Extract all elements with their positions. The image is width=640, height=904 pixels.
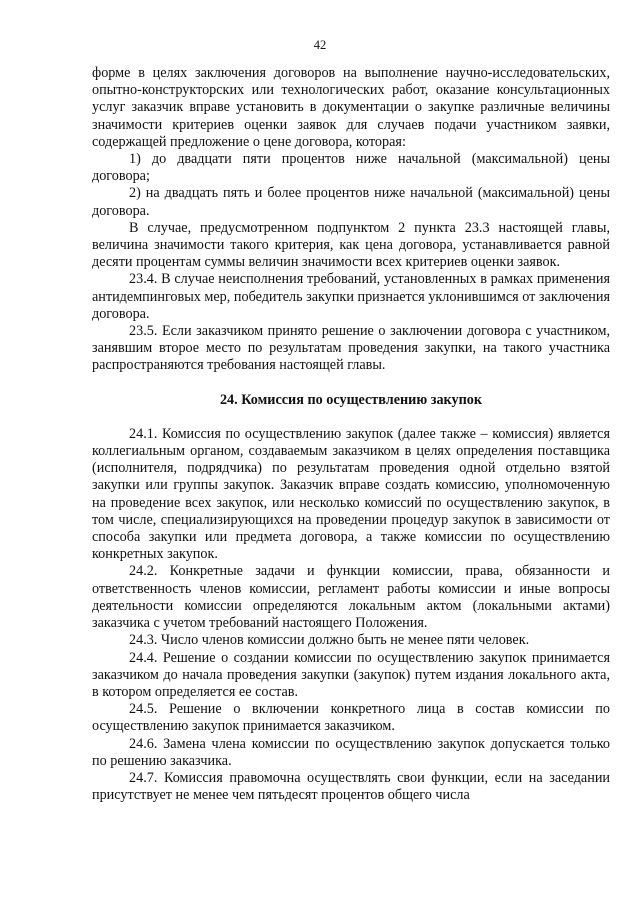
paragraph-continuation: форме в целях заключения договоров на выполнение научно-исследовательских, опытно-конструкторских или технологических работ, оказание консультационных услуг заказчик вправе установить в документации о закупке различные величины значимости критериев оценки заявок для случаев подачи участником заявки, содержащей предложение о цене договора, которая: xyxy=(92,65,610,150)
clause-24-2: 24.2. Конкретные задачи и функции комиссии, права, обязанности и ответственность членов комиссии, регламент работы комиссии и иные вопросы деятельности комиссии определяются локальным актом (локальными актами) заказчика с учетом требований настоящего Положения. xyxy=(92,563,610,632)
paragraph-case-note: В случае, предусмотренном подпунктом 2 пункта 23.3 настоящей главы, величина значимости такого критерия, как цена договора, устанавливается равной десяти процентам суммы величин значимости всех критериев оценки заявок. xyxy=(92,219,610,271)
list-item-option-2: 2) на двадцать пять и более процентов ниже начальной (максимальной) цены договора. xyxy=(92,185,610,219)
list-item-option-1: 1) до двадцати пяти процентов ниже начальной (максимальной) цены договора; xyxy=(92,151,610,185)
page-number: 42 xyxy=(313,38,327,52)
clause-24-4: 24.4. Решение о создании комиссии по осуществлению закупок принимается заказчиком до начала проведения закупки (закупок) путем издания локального акта, в котором определяется ее состав. xyxy=(92,649,610,700)
document-body xyxy=(92,65,610,804)
clause-24-5: 24.5. Решение о включении конкретного лица в состав комиссии по осуществлению закупок принимается заказчиком. xyxy=(92,701,610,735)
clause-24-1: 24.1. Комиссия по осуществлению закупок (далее также – комиссия) является коллегиальным органом, создаваемым заказчиком в целях определения поставщика (исполнителя, подрядчика) по результатам проведения одной отдельно взятой закупки или группы закупок. Заказчик вправе создать комиссию, уполномоченную на проведение всех закупок, или несколько комиссий по осуществлению закупок, в том числе, специализирующихся на проведении процедур закупок в зависимости от способа закупки или предмета договора, а также комиссии по осуществлению конкретных закупок. xyxy=(92,425,610,563)
clause-23-5: 23.5. Если заказчиком принято решение о заключении договора с участником, занявшим второе место по результатам проведения закупки, на такого участника распространяются требования настоящей главы. xyxy=(92,323,610,374)
clause-24-6: 24.6. Замена члена комиссии по осуществлению закупок допускается только по решению заказчика. xyxy=(92,735,610,769)
clause-24-3: 24.3. Число членов комиссии должно быть не менее пяти человек. xyxy=(129,632,530,649)
clause-23-4: 23.4. В случае неисполнения требований, установленных в рамках применения антидемпинговых мер, победитель закупки признается уклонившимся от заключения договора. xyxy=(92,271,610,322)
section-heading: 24. Комиссия по осуществлению закупок xyxy=(219,391,483,408)
clause-24-7: 24.7. Комиссия правомочна осуществлять свои функции, если на заседании присутствует не менее чем пятьдесят процентов общего числа xyxy=(92,769,610,804)
